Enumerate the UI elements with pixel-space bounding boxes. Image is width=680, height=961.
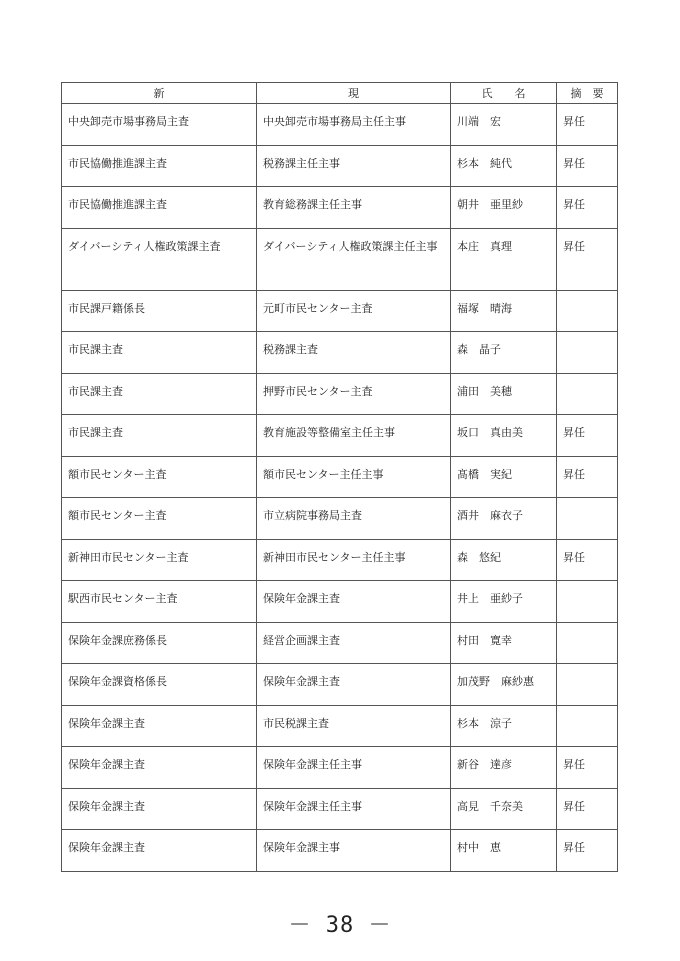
header-name: 氏 名 (451, 83, 557, 104)
personnel-table (61, 82, 618, 872)
cell-new-position: 保険年金課庶務係長 (62, 622, 257, 664)
cell-name: 高見 千奈美 (451, 788, 557, 830)
cell-current-position: 税務課主査 (257, 332, 451, 374)
cell-new-position: 保険年金課資格係長 (62, 664, 257, 706)
table-row (62, 498, 618, 540)
cell-note: 昇任 (557, 145, 618, 187)
cell-note: 昇任 (557, 415, 618, 457)
table-row (62, 622, 618, 664)
cell-current-position: 保険年金課主査 (257, 581, 451, 623)
cell-new-position: 駅西市民センター主査 (62, 581, 257, 623)
cell-name: 加茂野 麻紗惠 (451, 664, 557, 706)
table-row (62, 788, 618, 830)
cell-current-position: 押野市民センター主査 (257, 373, 451, 415)
cell-new-position: 市民課主査 (62, 415, 257, 457)
cell-name: 村中 恵 (451, 830, 557, 872)
cell-note: 昇任 (557, 539, 618, 581)
cell-note: 昇任 (557, 788, 618, 830)
cell-current-position: 保険年金課主任主事 (257, 788, 451, 830)
cell-name: 朝井 亜里紗 (451, 187, 557, 229)
cell-current-position: 新神田市民センター主任主事 (257, 539, 451, 581)
cell-name: 本庄 真理 (451, 228, 557, 290)
cell-current-position: 保険年金課主事 (257, 830, 451, 872)
table-row (62, 581, 618, 623)
cell-name: 井上 亜紗子 (451, 581, 557, 623)
cell-new-position: 額市民センター主査 (62, 456, 257, 498)
table-row (62, 187, 618, 229)
cell-note (557, 581, 618, 623)
cell-current-position: 教育施設等整備室主任主事 (257, 415, 451, 457)
cell-note (557, 622, 618, 664)
table-row (62, 664, 618, 706)
cell-current-position: 教育総務課主任主事 (257, 187, 451, 229)
cell-note: 昇任 (557, 830, 618, 872)
cell-current-position: 額市民センター主任主事 (257, 456, 451, 498)
cell-current-position: 中央卸売市場事務局主任主事 (257, 104, 451, 146)
cell-note (557, 705, 618, 747)
table-row (62, 290, 618, 332)
cell-current-position: 元町市民センター主査 (257, 290, 451, 332)
cell-new-position: 新神田市民センター主査 (62, 539, 257, 581)
cell-current-position: 税務課主任主事 (257, 145, 451, 187)
cell-new-position: 保険年金課主査 (62, 830, 257, 872)
cell-current-position: 保険年金課主任主事 (257, 747, 451, 789)
header-new: 新 (62, 83, 257, 104)
cell-note: 昇任 (557, 187, 618, 229)
cell-current-position: 経営企画課主査 (257, 622, 451, 664)
cell-note (557, 373, 618, 415)
table-row (62, 104, 618, 146)
table-row (62, 332, 618, 374)
table-row (62, 456, 618, 498)
cell-note: 昇任 (557, 747, 618, 789)
header-current: 現 (257, 83, 451, 104)
cell-new-position: 市民協働推進課主査 (62, 187, 257, 229)
cell-note (557, 664, 618, 706)
cell-new-position: 市民課戸籍係長 (62, 290, 257, 332)
cell-name: 森 悠紀 (451, 539, 557, 581)
cell-name: 森 晶子 (451, 332, 557, 374)
cell-note: 昇任 (557, 456, 618, 498)
cell-name: 村田 寛幸 (451, 622, 557, 664)
cell-new-position: ダイバーシティ人権政策課主査 (62, 228, 257, 290)
cell-note (557, 498, 618, 540)
cell-current-position: 市立病院事務局主査 (257, 498, 451, 540)
cell-current-position: 市民税課主査 (257, 705, 451, 747)
cell-name: 坂口 真由美 (451, 415, 557, 457)
cell-name: 福塚 晴海 (451, 290, 557, 332)
table-row (62, 705, 618, 747)
cell-new-position: 額市民センター主査 (62, 498, 257, 540)
cell-name: 杉本 純代 (451, 145, 557, 187)
cell-current-position: 保険年金課主査 (257, 664, 451, 706)
cell-new-position: 市民協働推進課主査 (62, 145, 257, 187)
cell-note: 昇任 (557, 228, 618, 290)
cell-name: 浦田 美穂 (451, 373, 557, 415)
cell-new-position: 保険年金課主査 (62, 705, 257, 747)
table-row (62, 145, 618, 187)
cell-note: 昇任 (557, 104, 618, 146)
table-body (62, 104, 618, 872)
cell-name: 酒井 麻衣子 (451, 498, 557, 540)
cell-note (557, 332, 618, 374)
cell-new-position: 中央卸売市場事務局主査 (62, 104, 257, 146)
table-row (62, 747, 618, 789)
table-row (62, 830, 618, 872)
cell-name: 新谷 達彦 (451, 747, 557, 789)
cell-new-position: 市民課主査 (62, 332, 257, 374)
cell-new-position: 保険年金課主査 (62, 747, 257, 789)
table-row (62, 415, 618, 457)
table-row (62, 228, 618, 290)
header-note: 摘 要 (557, 83, 618, 104)
cell-note (557, 290, 618, 332)
cell-new-position: 保険年金課主査 (62, 788, 257, 830)
cell-new-position: 市民課主査 (62, 373, 257, 415)
cell-name: 川端 宏 (451, 104, 557, 146)
cell-name: 髙橋 実紀 (451, 456, 557, 498)
cell-current-position: ダイバーシティ人権政策課主任主事 (257, 228, 451, 290)
page-number: － 38 － (288, 913, 392, 938)
table-row (62, 539, 618, 581)
table-header-row (62, 83, 618, 104)
cell-name: 杉本 涼子 (451, 705, 557, 747)
table-row (62, 373, 618, 415)
